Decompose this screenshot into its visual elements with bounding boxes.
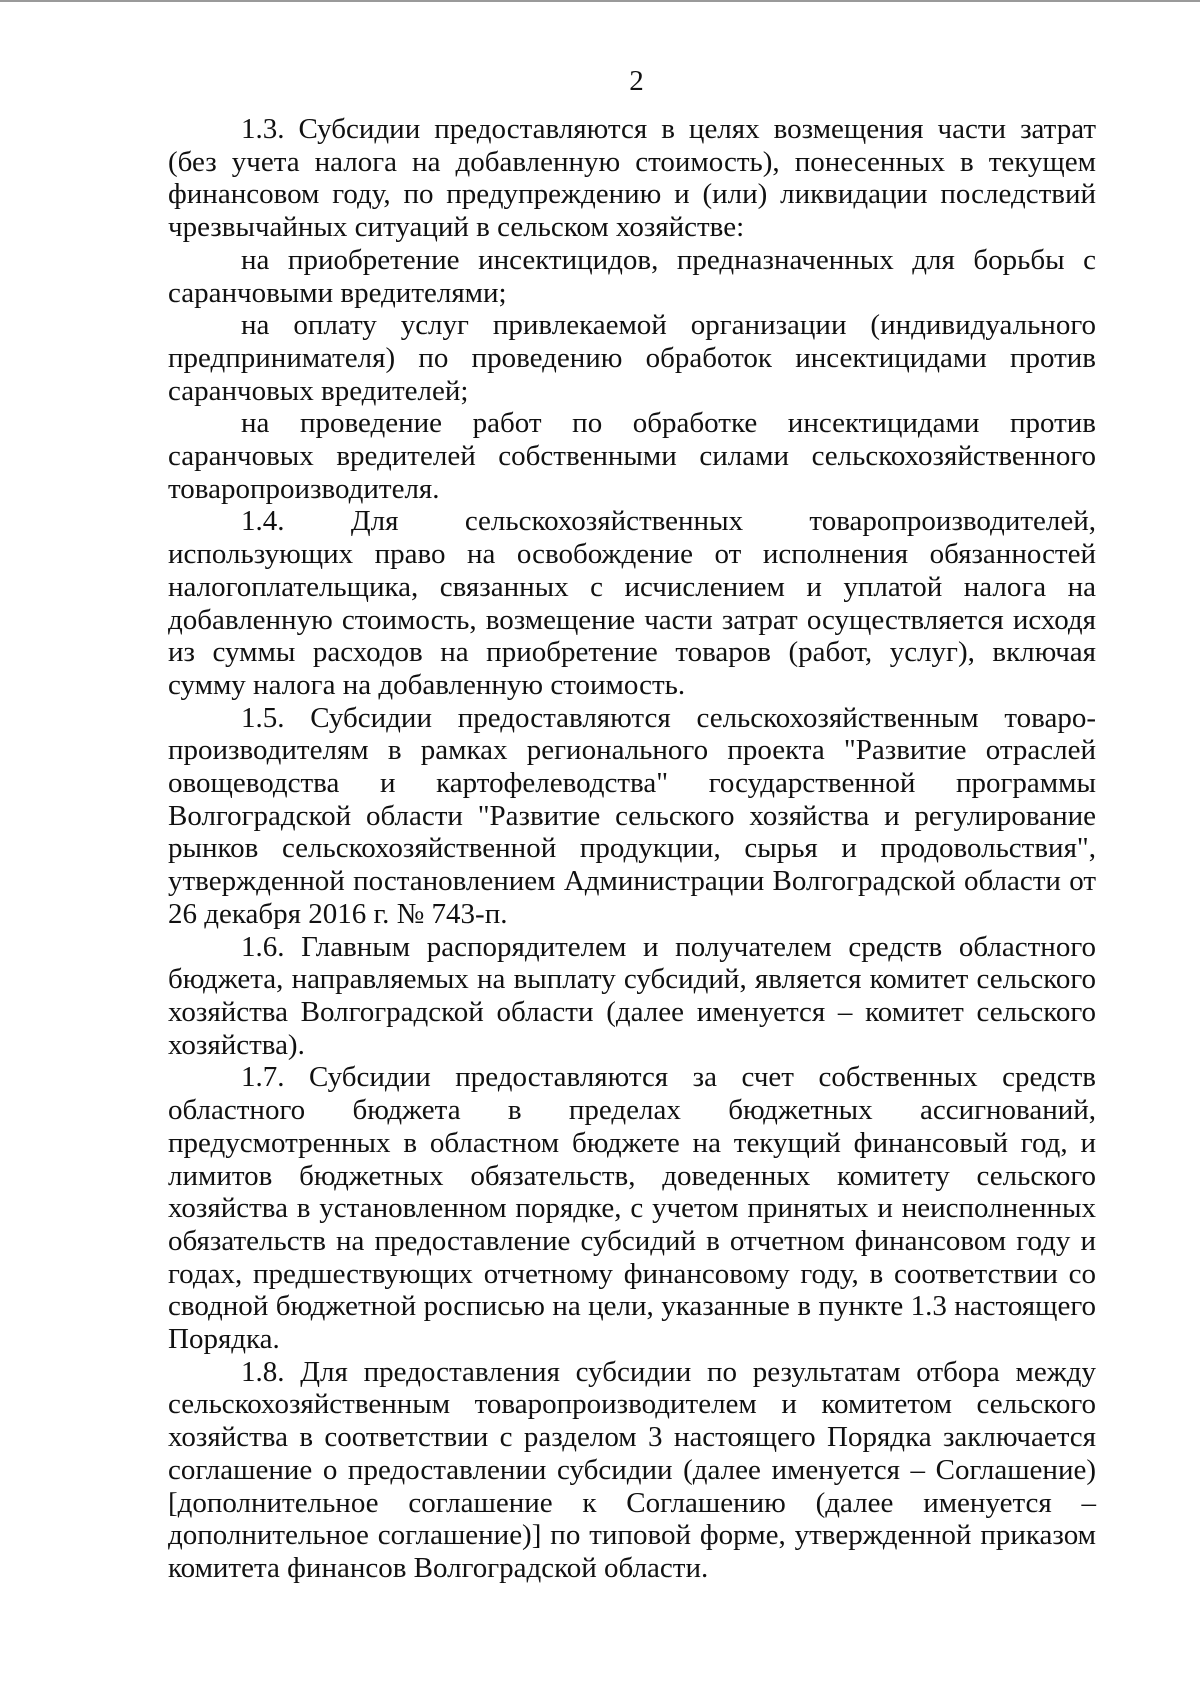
paragraph-1-6: 1.6. Главным распорядителем и получателем средств областного бюджета, направляемых на выплату субсидий, является комитет сельского хозяйства Волгоградской области (далее именуется – комитет сельского хозяйства). <box>168 930 1096 1061</box>
scan-top-edge <box>0 0 1200 2</box>
paragraph-1-8: 1.8. Для предоставления субсидии по результатам отбора между сельскохозяйственным товаропроизводителем и комитетом сельского хозяйства в соответствии с разделом 3 настоящего Порядка заключается соглашение о предоставлении субсидии (далее именуется – Соглашение) [дополнительное соглашение к Соглашению (далее именуется – дополнительное соглашение)] по типовой форме, утвержденной приказом комитета финансов Волгоградской области. <box>168 1355 1096 1584</box>
paragraph-1-3-item-own-works: на проведение работ по обработке инсектицидами против саранчовых вредителей собственными силами сельскохозяйственного товаропроизводителя. <box>168 407 1096 505</box>
document-body <box>168 113 1096 1585</box>
paragraph-1-5: 1.5. Субсидии предоставляются сельскохозяйственным товаропроизводителям в рамках регионального проекта "Развитие отраслей овощеводства и картофелеводства" государственной программы Волгоградской области "Развитие сельского хозяйства и регулирование рынков сельскохозяйственной продукции, сырья и продовольствия", утвержденной постановлением Администрации Волгоградской области от 26 декабря 2016 г. № 743-п. <box>168 701 1096 930</box>
paragraph-1-4: 1.4. Для сельскохозяйственных товаропроизводителей, использующих право на освобождение от исполнения обязанностей налогоплательщика, связанных с исчислением и уплатой налога на добавленную стоимость, возмещение части затрат осуществляется исходя из суммы расходов на приобретение товаров (работ, услуг), включая сумму налога на добавленную стоимость. <box>168 505 1096 701</box>
paragraph-1-3-item-insecticides: на приобретение инсектицидов, предназначенных для борьбы с саранчовыми вредителями; <box>168 243 1096 309</box>
page-number: 2 <box>629 65 644 97</box>
paragraph-1-7: 1.7. Субсидии предоставляются за счет собственных средств областного бюджета в пределах бюджетных ассигнований, предусмотренных в областном бюджете на текущий финансовый год, и лимитов бюджетных обязательств, доведенных комитету сельского хозяйства в установленном порядке, с учетом принятых и неисполненных обязательств на предоставление субсидий в отчетном финансовом году и годах, предшествующих отчетному финансовому году, в соответствии со сводной бюджетной росписью на цели, указанные в пункте 1.3 настоящего Порядка. <box>168 1061 1096 1356</box>
paragraph-1-3-item-services: на оплату услуг привлекаемой организации (индивидуального предпринимателя) по проведению обработок инсектицидами против саранчовых вредителей; <box>168 309 1096 407</box>
paragraph-1-3: 1.3. Субсидии предоставляются в целях возмещения части затрат (без учета налога на добавленную стоимость), понесенных в текущем финансовом году, по предупреждению и (или) ликвидации последствий чрезвычайных ситуаций в сельском хозяйстве: <box>168 113 1096 244</box>
